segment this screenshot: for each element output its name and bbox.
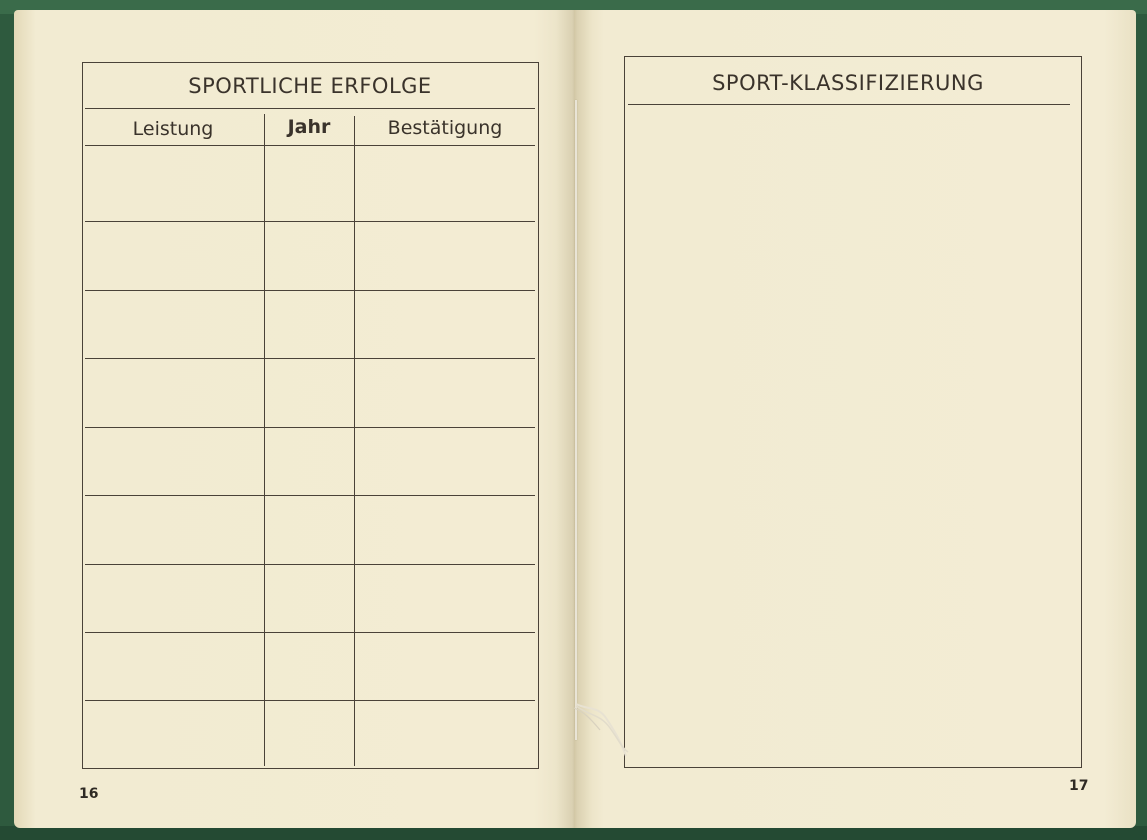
page-number-left: 16: [79, 786, 99, 802]
page-number-right: 17: [1069, 778, 1089, 794]
right-page-title: SPORT-KLASSIFIZIERUNG: [712, 71, 984, 95]
column-header-bestaetigung: Bestätigung: [387, 117, 503, 139]
thread-knot-icon: [570, 700, 630, 760]
book-cover-bottom: [0, 826, 1147, 840]
column-header-leistung: Leistung: [132, 118, 214, 140]
column-header-jahr: Jahr: [287, 116, 331, 138]
binding-thread: [575, 100, 577, 740]
right-page: [574, 10, 1136, 828]
page-title: SPORTLICHE ERFOLGE: [188, 74, 432, 98]
